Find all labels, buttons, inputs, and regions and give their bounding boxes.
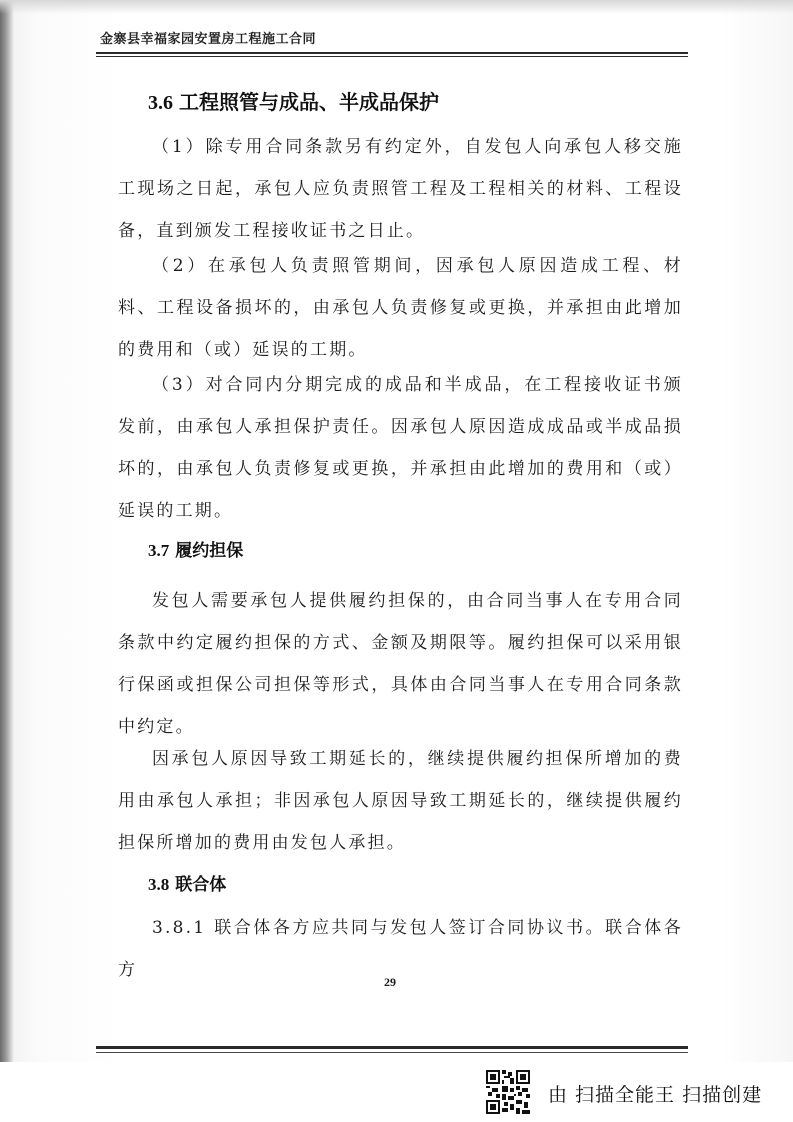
paragraph: 发包人需要承包人提供履约担保的，由合同当事人在专用合同条款中约定履约担保的方式、金额及期限等。履约担保可以采用银行保函或担保公司担保等形式，具体由合同当事人在专用合同条款中约定。 — [118, 591, 683, 737]
scanner-watermark-text: 由 扫描全能王 扫描创建 — [548, 1084, 763, 1106]
paragraph: （3）对合同内分期完成的成品和半成品，在工程接收证书颁发前，由承包人承担保护责任。因承包人原因造成成品或半成品损坏的，由承包人负责修复或更换，并承担由此增加的费用和（或）延误的工期。 — [118, 375, 683, 521]
qr-code-icon — [486, 1070, 530, 1114]
footer-rule-thin — [96, 1052, 688, 1053]
section-number: 3.7 — [148, 541, 170, 560]
paragraph: （1）除专用合同条款另有约定外，自发包人向承包人移交施工现场之日起，承包人应负责照管工程及工程相关的材料、工程设备，直到颁发工程接收证书之日止。 — [118, 137, 683, 241]
paragraph: （2）在承包人负责照管期间，因承包人原因造成工程、材料、工程设备损坏的，由承包人负责修复或更换，并承担由此增加的费用和（或）延误的工期。 — [118, 256, 683, 360]
footer-rule — [96, 1046, 688, 1049]
section-title: 工程照管与成品、半成品保护 — [179, 90, 439, 114]
section-number: 3.8 — [148, 875, 170, 894]
header-rule — [96, 52, 688, 54]
section-heading-3-8 — [148, 870, 226, 895]
section-title: 履约担保 — [175, 541, 244, 561]
paragraph: 因承包人原因导致工期延长的，继续提供履约担保所增加的费用由承包人承担；非因承包人原因导致工期延长的，继续提供履约担保所增加的费用由发包人承担。 — [118, 749, 683, 853]
scan-edge-shadow — [0, 0, 793, 14]
page-number: 29 — [384, 975, 396, 989]
paragraph: 3.8.1 联合体各方应共同与发包人签订合同协议书。联合体各方 — [118, 918, 683, 980]
section-number: 3.6 — [148, 92, 173, 114]
running-header-title: 金寨县幸福家园安置房工程施工合同 — [100, 32, 317, 47]
section-heading-3-7 — [148, 536, 243, 561]
section-heading-3-6 — [148, 86, 439, 115]
section-title: 联合体 — [175, 875, 227, 895]
header-rule-thin — [96, 56, 688, 57]
